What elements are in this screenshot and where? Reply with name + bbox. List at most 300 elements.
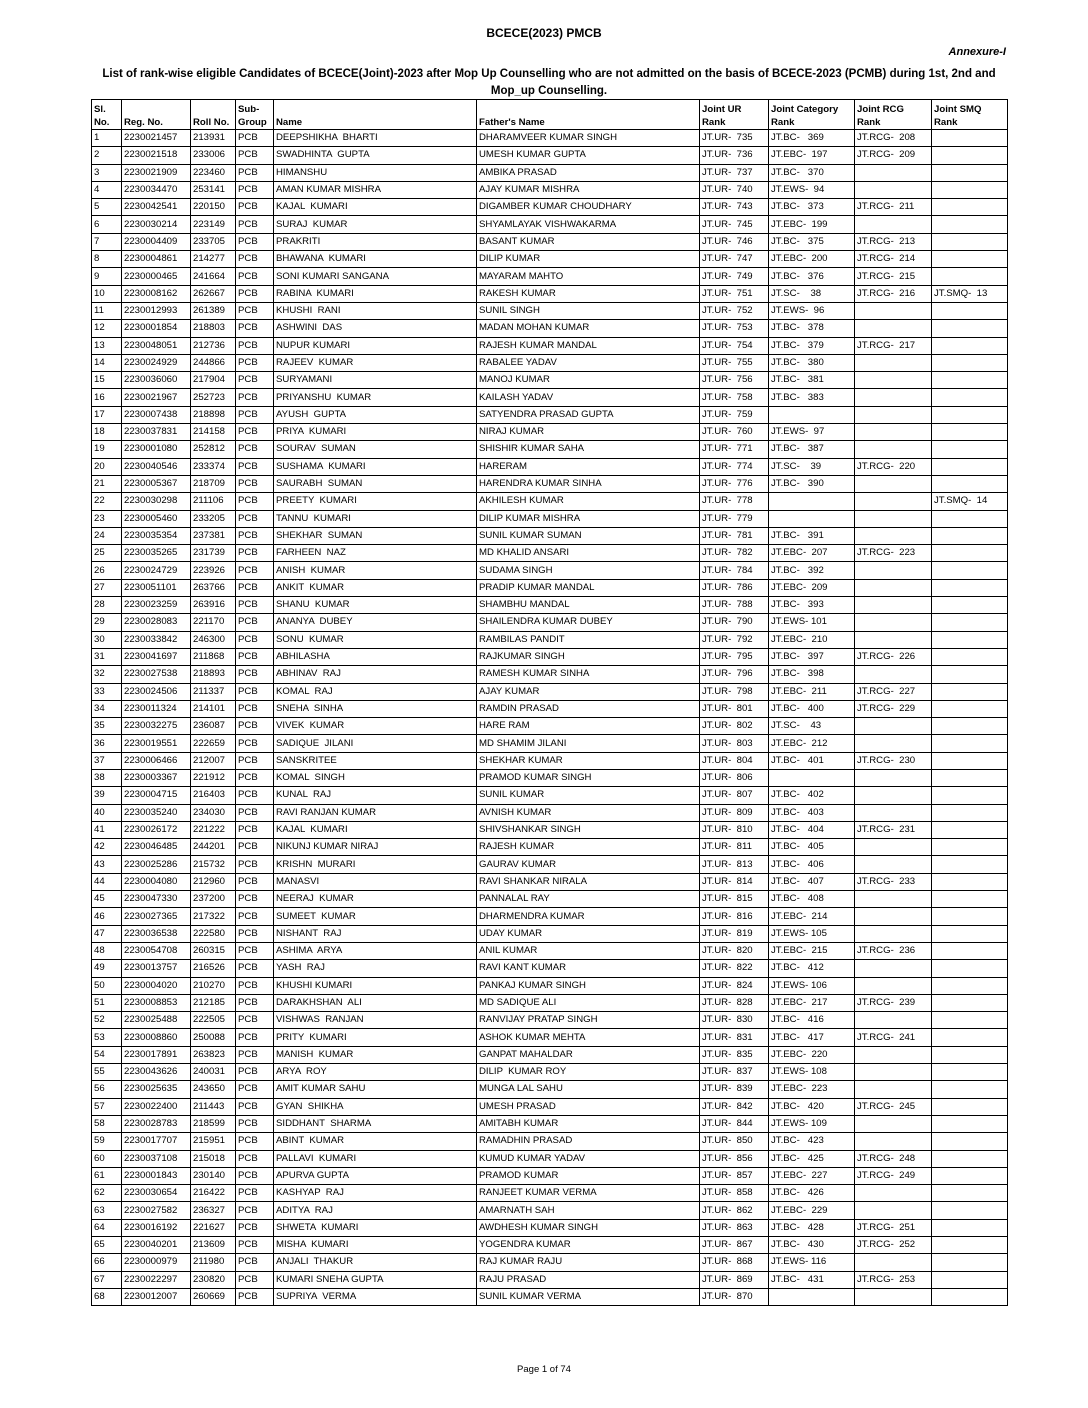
cell-sl: 1 <box>92 130 122 147</box>
cell-roll: 221170 <box>191 614 236 631</box>
cell-name: AMIT KUMAR SAHU <box>274 1081 477 1098</box>
cell-sl: 15 <box>92 372 122 389</box>
cell-reg: 2230012993 <box>122 302 191 319</box>
table-row <box>92 769 1008 786</box>
cell-father: PRADIP KUMAR MANDAL <box>477 579 700 596</box>
cell-sub: PCB <box>236 683 274 700</box>
cell-cat: JT.EBC- 214 <box>769 908 855 925</box>
cell-ur: JT.UR- 839 <box>700 1081 769 1098</box>
cell-ur: JT.UR- 743 <box>700 199 769 216</box>
cell-ur: JT.UR- 807 <box>700 787 769 804</box>
table-row <box>92 562 1008 579</box>
cell-father: AJAY KUMAR MISHRA <box>477 181 700 198</box>
cell-father: UMESH KUMAR GUPTA <box>477 147 700 164</box>
cell-cat: JT.EBC- 227 <box>769 1167 855 1184</box>
cell-reg: 2230054708 <box>122 942 191 959</box>
cell-name: KRISHN MURARI <box>274 856 477 873</box>
cell-father: PRAMOD KUMAR SINGH <box>477 769 700 786</box>
cell-ur: JT.UR- 740 <box>700 181 769 198</box>
cell-smq <box>932 510 1008 527</box>
cell-reg: 2230001080 <box>122 441 191 458</box>
cell-ur: JT.UR- 813 <box>700 856 769 873</box>
cell-cat: JT.EBC- 211 <box>769 683 855 700</box>
cell-smq: JT.SMQ- 13 <box>932 285 1008 302</box>
cell-rcg: JT.RCG- 226 <box>855 648 932 665</box>
cell-roll: 222659 <box>191 735 236 752</box>
cell-father: AJAY KUMAR <box>477 683 700 700</box>
cell-father: SUDAMA SINGH <box>477 562 700 579</box>
cell-smq <box>932 268 1008 285</box>
cell-sub: PCB <box>236 942 274 959</box>
table-row <box>92 787 1008 804</box>
cell-sub: PCB <box>236 804 274 821</box>
cell-rcg: JT.RCG- 215 <box>855 268 932 285</box>
cell-father: DHARMENDRA KUMAR <box>477 908 700 925</box>
cell-name: PRAKRITI <box>274 233 477 250</box>
cell-sub: PCB <box>236 839 274 856</box>
cell-smq <box>932 302 1008 319</box>
cell-sl: 52 <box>92 1012 122 1029</box>
cell-cat: JT.BC- 391 <box>769 527 855 544</box>
cell-roll: 215018 <box>191 1150 236 1167</box>
cell-father: AKHILESH KUMAR <box>477 493 700 510</box>
cell-cat: JT.BC- 387 <box>769 441 855 458</box>
cell-roll: 263766 <box>191 579 236 596</box>
table-row <box>92 1237 1008 1254</box>
cell-name: KAJAL KUMARI <box>274 821 477 838</box>
cell-father: SUNIL SINGH <box>477 302 700 319</box>
cell-roll: 216403 <box>191 787 236 804</box>
candidates-table <box>91 99 1008 1306</box>
cell-roll: 215732 <box>191 856 236 873</box>
cell-reg: 2230001843 <box>122 1167 191 1184</box>
cell-father: ANIL KUMAR <box>477 942 700 959</box>
cell-sub: PCB <box>236 1115 274 1132</box>
cell-sl: 33 <box>92 683 122 700</box>
cell-father: RANVIJAY PRATAP SINGH <box>477 1012 700 1029</box>
cell-rcg: JT.RCG- 213 <box>855 233 932 250</box>
cell-reg: 2230012007 <box>122 1288 191 1305</box>
cell-ur: JT.UR- 746 <box>700 233 769 250</box>
cell-sl: 27 <box>92 579 122 596</box>
cell-cat: JT.BC- 401 <box>769 752 855 769</box>
cell-roll: 218898 <box>191 406 236 423</box>
cell-cat: JT.BC- 400 <box>769 700 855 717</box>
cell-name: SONU KUMAR <box>274 631 477 648</box>
cell-smq <box>932 718 1008 735</box>
cell-roll: 211980 <box>191 1254 236 1271</box>
cell-reg: 2230037831 <box>122 424 191 441</box>
table-row <box>92 942 1008 959</box>
cell-reg: 2230040546 <box>122 458 191 475</box>
table-row <box>92 597 1008 614</box>
cell-father: AWDHESH KUMAR SINGH <box>477 1219 700 1236</box>
cell-rcg <box>855 493 932 510</box>
cell-name: SUSHAMA KUMARI <box>274 458 477 475</box>
cell-smq <box>932 147 1008 164</box>
cell-ur: JT.UR- 803 <box>700 735 769 752</box>
table-row <box>92 424 1008 441</box>
cell-roll: 212960 <box>191 873 236 890</box>
cell-reg: 2230046485 <box>122 839 191 856</box>
cell-sl: 45 <box>92 891 122 908</box>
cell-sl: 5 <box>92 199 122 216</box>
table-row <box>92 268 1008 285</box>
cell-sl: 43 <box>92 856 122 873</box>
cell-ur: JT.UR- 778 <box>700 493 769 510</box>
cell-ur: JT.UR- 776 <box>700 475 769 492</box>
cell-cat: JT.BC- 379 <box>769 337 855 354</box>
cell-roll: 217904 <box>191 372 236 389</box>
cell-smq <box>932 372 1008 389</box>
cell-sl: 8 <box>92 251 122 268</box>
cell-rcg <box>855 1185 932 1202</box>
cell-cat: JT.BC- 375 <box>769 233 855 250</box>
cell-ur: JT.UR- 747 <box>700 251 769 268</box>
cell-name: SIDDHANT SHARMA <box>274 1115 477 1132</box>
cell-father: SHISHIR KUMAR SAHA <box>477 441 700 458</box>
table-row <box>92 147 1008 164</box>
cell-sl: 2 <box>92 147 122 164</box>
cell-roll: 233705 <box>191 233 236 250</box>
cell-name: PRIYANSHU KUMAR <box>274 389 477 406</box>
cell-roll: 262667 <box>191 285 236 302</box>
column-header-name <box>274 100 477 130</box>
cell-rcg <box>855 891 932 908</box>
column-header-line2: Father's Name <box>479 117 545 128</box>
table-row <box>92 372 1008 389</box>
cell-roll: 261389 <box>191 302 236 319</box>
table-row <box>92 960 1008 977</box>
cell-sub: PCB <box>236 1081 274 1098</box>
cell-ur: JT.UR- 869 <box>700 1271 769 1288</box>
column-header-line1: Sl. <box>94 104 106 115</box>
cell-reg: 2230021457 <box>122 130 191 147</box>
cell-sl: 32 <box>92 666 122 683</box>
cell-father: DIGAMBER KUMAR CHOUDHARY <box>477 199 700 216</box>
cell-cat: JT.EWS- 97 <box>769 424 855 441</box>
cell-name: KHUSHI RANI <box>274 302 477 319</box>
cell-father: MADAN MOHAN KUMAR <box>477 320 700 337</box>
cell-father: MAYARAM MAHTO <box>477 268 700 285</box>
cell-rcg <box>855 908 932 925</box>
cell-sub: PCB <box>236 873 274 890</box>
cell-sub: PCB <box>236 164 274 181</box>
cell-name: RAJEEV KUMAR <box>274 354 477 371</box>
cell-sub: PCB <box>236 769 274 786</box>
cell-sub: PCB <box>236 891 274 908</box>
cell-rcg: JT.RCG- 209 <box>855 147 932 164</box>
cell-cat: JT.SC- 39 <box>769 458 855 475</box>
cell-father: YOGENDRA KUMAR <box>477 1237 700 1254</box>
cell-roll: 211868 <box>191 648 236 665</box>
column-header-line2: Reg. No. <box>124 117 163 128</box>
cell-ur: JT.UR- 751 <box>700 285 769 302</box>
cell-smq <box>932 908 1008 925</box>
cell-father: DILIP KUMAR MISHRA <box>477 510 700 527</box>
cell-father: SATYENDRA PRASAD GUPTA <box>477 406 700 423</box>
cell-sub: PCB <box>236 372 274 389</box>
cell-reg: 2230032275 <box>122 718 191 735</box>
cell-reg: 2230035354 <box>122 527 191 544</box>
cell-sub: PCB <box>236 1012 274 1029</box>
cell-cat: JT.BC- 430 <box>769 1237 855 1254</box>
cell-reg: 2230008853 <box>122 994 191 1011</box>
cell-rcg <box>855 579 932 596</box>
cell-cat: JT.EWS- 105 <box>769 925 855 942</box>
column-header-father <box>477 100 700 130</box>
table-row <box>92 1064 1008 1081</box>
cell-ur: JT.UR- 755 <box>700 354 769 371</box>
cell-rcg <box>855 614 932 631</box>
cell-ur: JT.UR- 809 <box>700 804 769 821</box>
cell-ur: JT.UR- 867 <box>700 1237 769 1254</box>
cell-ur: JT.UR- 820 <box>700 942 769 959</box>
cell-sl: 38 <box>92 769 122 786</box>
cell-cat: JT.BC- 369 <box>769 130 855 147</box>
cell-smq <box>932 1271 1008 1288</box>
cell-sub: PCB <box>236 666 274 683</box>
table-row <box>92 873 1008 890</box>
cell-sl: 66 <box>92 1254 122 1271</box>
cell-reg: 2230024929 <box>122 354 191 371</box>
cell-reg: 2230035265 <box>122 545 191 562</box>
cell-cat: JT.EBC- 229 <box>769 1202 855 1219</box>
column-header-line2: No. <box>94 117 110 128</box>
cell-sl: 6 <box>92 216 122 233</box>
cell-roll: 252723 <box>191 389 236 406</box>
table-row <box>92 752 1008 769</box>
column-header-line1: Joint SMQ <box>934 104 982 115</box>
cell-smq <box>932 1029 1008 1046</box>
cell-sl: 24 <box>92 527 122 544</box>
cell-name: VIVEK KUMAR <box>274 718 477 735</box>
cell-name: SWADHINTA GUPTA <box>274 147 477 164</box>
cell-cat: JT.EBC- 210 <box>769 631 855 648</box>
cell-father: SHEKHAR KUMAR <box>477 752 700 769</box>
cell-sl: 65 <box>92 1237 122 1254</box>
cell-name: PALLAVI KUMARI <box>274 1150 477 1167</box>
cell-ur: JT.UR- 806 <box>700 769 769 786</box>
cell-father: AVNISH KUMAR <box>477 804 700 821</box>
cell-sub: PCB <box>236 285 274 302</box>
cell-smq <box>932 821 1008 838</box>
cell-rcg: JT.RCG- 208 <box>855 130 932 147</box>
cell-roll: 218803 <box>191 320 236 337</box>
cell-smq <box>932 994 1008 1011</box>
table-row <box>92 527 1008 544</box>
cell-roll: 240031 <box>191 1064 236 1081</box>
cell-sub: PCB <box>236 1185 274 1202</box>
cell-cat: JT.BC- 420 <box>769 1098 855 1115</box>
cell-reg: 2230028083 <box>122 614 191 631</box>
cell-father: RAJKUMAR SINGH <box>477 648 700 665</box>
cell-ur: JT.UR- 810 <box>700 821 769 838</box>
cell-ur: JT.UR- 857 <box>700 1167 769 1184</box>
cell-smq <box>932 130 1008 147</box>
cell-cat: JT.SC- 43 <box>769 718 855 735</box>
cell-rcg <box>855 597 932 614</box>
cell-name: MANASVI <box>274 873 477 890</box>
table-row <box>92 1046 1008 1063</box>
cell-roll: 237200 <box>191 891 236 908</box>
cell-smq <box>932 977 1008 994</box>
cell-sub: PCB <box>236 1150 274 1167</box>
cell-name: MANISH KUMAR <box>274 1046 477 1063</box>
cell-roll: 237381 <box>191 527 236 544</box>
cell-cat: JT.BC- 390 <box>769 475 855 492</box>
cell-name: ANJALI THAKUR <box>274 1254 477 1271</box>
cell-father: RAJESH KUMAR <box>477 839 700 856</box>
cell-roll: 223149 <box>191 216 236 233</box>
cell-rcg <box>855 856 932 873</box>
cell-rcg <box>855 960 932 977</box>
cell-reg: 2230025286 <box>122 856 191 873</box>
cell-ur: JT.UR- 814 <box>700 873 769 890</box>
cell-smq <box>932 406 1008 423</box>
cell-ur: JT.UR- 754 <box>700 337 769 354</box>
cell-ur: JT.UR- 798 <box>700 683 769 700</box>
cell-ur: JT.UR- 790 <box>700 614 769 631</box>
cell-roll: 218599 <box>191 1115 236 1132</box>
cell-sub: PCB <box>236 977 274 994</box>
cell-rcg: JT.RCG- 236 <box>855 942 932 959</box>
cell-rcg <box>855 1081 932 1098</box>
table-header-row <box>92 100 1008 130</box>
column-header-line2: Rank <box>934 117 958 128</box>
cell-rcg <box>855 769 932 786</box>
cell-reg: 2230037108 <box>122 1150 191 1167</box>
cell-cat: JT.BC- 425 <box>769 1150 855 1167</box>
cell-father: KAILASH YADAV <box>477 389 700 406</box>
cell-smq <box>932 1064 1008 1081</box>
cell-sub: PCB <box>236 1046 274 1063</box>
cell-smq <box>932 389 1008 406</box>
cell-sl: 53 <box>92 1029 122 1046</box>
cell-sub: PCB <box>236 406 274 423</box>
table-row <box>92 1150 1008 1167</box>
cell-sub: PCB <box>236 1288 274 1305</box>
cell-sub: PCB <box>236 960 274 977</box>
column-header-rcg <box>855 100 932 130</box>
cell-ur: JT.UR- 842 <box>700 1098 769 1115</box>
cell-father: NIRAJ KUMAR <box>477 424 700 441</box>
cell-cat: JT.EWS- 106 <box>769 977 855 994</box>
cell-sl: 7 <box>92 233 122 250</box>
cell-rcg: JT.RCG- 231 <box>855 821 932 838</box>
cell-ur: JT.UR- 753 <box>700 320 769 337</box>
page-number: Page 1 of 74 <box>517 1364 571 1375</box>
cell-sub: PCB <box>236 752 274 769</box>
cell-name: RABINA KUMARI <box>274 285 477 302</box>
cell-sub: PCB <box>236 908 274 925</box>
cell-roll: 223926 <box>191 562 236 579</box>
cell-father: RAJESH KUMAR MANDAL <box>477 337 700 354</box>
cell-rcg <box>855 527 932 544</box>
cell-reg: 2230008860 <box>122 1029 191 1046</box>
column-header-line1: Joint RCG <box>857 104 904 115</box>
cell-name: KOMAL SINGH <box>274 769 477 786</box>
cell-roll: 216422 <box>191 1185 236 1202</box>
cell-sl: 13 <box>92 337 122 354</box>
cell-father: RAJ KUMAR RAJU <box>477 1254 700 1271</box>
cell-sl: 48 <box>92 942 122 959</box>
cell-sub: PCB <box>236 389 274 406</box>
cell-ur: JT.UR- 819 <box>700 925 769 942</box>
cell-sub: PCB <box>236 510 274 527</box>
cell-rcg <box>855 1046 932 1063</box>
cell-father: AMITABH KUMAR <box>477 1115 700 1132</box>
cell-name: SUMEET KUMAR <box>274 908 477 925</box>
cell-ur: JT.UR- 735 <box>700 130 769 147</box>
cell-name: TANNU KUMARI <box>274 510 477 527</box>
cell-cat: JT.BC- 376 <box>769 268 855 285</box>
cell-ur: JT.UR- 837 <box>700 1064 769 1081</box>
table-row <box>92 994 1008 1011</box>
cell-ur: JT.UR- 856 <box>700 1150 769 1167</box>
cell-ur: JT.UR- 811 <box>700 839 769 856</box>
cell-ur: JT.UR- 792 <box>700 631 769 648</box>
cell-sub: PCB <box>236 130 274 147</box>
table-row <box>92 406 1008 423</box>
table-row <box>92 493 1008 510</box>
cell-ur: JT.UR- 774 <box>700 458 769 475</box>
cell-sl: 21 <box>92 475 122 492</box>
cell-rcg <box>855 1254 932 1271</box>
cell-smq <box>932 527 1008 544</box>
cell-father: MD SADIQUE ALI <box>477 994 700 1011</box>
cell-cat: JT.EBC- 212 <box>769 735 855 752</box>
cell-rcg <box>855 718 932 735</box>
table-row <box>92 1167 1008 1184</box>
cell-ur: JT.UR- 795 <box>700 648 769 665</box>
cell-ur: JT.UR- 779 <box>700 510 769 527</box>
cell-cat: JT.BC- 406 <box>769 856 855 873</box>
cell-rcg <box>855 1133 932 1150</box>
cell-reg: 2230019551 <box>122 735 191 752</box>
cell-smq <box>932 1288 1008 1305</box>
column-header-line2: Rank <box>857 117 881 128</box>
cell-smq <box>932 683 1008 700</box>
column-header-line1: Joint UR <box>702 104 742 115</box>
cell-sl: 58 <box>92 1115 122 1132</box>
cell-reg: 2230004020 <box>122 977 191 994</box>
cell-sl: 40 <box>92 804 122 821</box>
cell-sub: PCB <box>236 1254 274 1271</box>
cell-reg: 2230034470 <box>122 181 191 198</box>
cell-roll: 214158 <box>191 424 236 441</box>
cell-smq <box>932 233 1008 250</box>
cell-roll: 214277 <box>191 251 236 268</box>
cell-reg: 2230011324 <box>122 700 191 717</box>
cell-sub: PCB <box>236 735 274 752</box>
cell-rcg <box>855 1115 932 1132</box>
cell-reg: 2230025488 <box>122 1012 191 1029</box>
cell-reg: 2230024506 <box>122 683 191 700</box>
cell-cat: JT.BC- 402 <box>769 787 855 804</box>
cell-cat: JT.BC- 380 <box>769 354 855 371</box>
cell-sub: PCB <box>236 320 274 337</box>
table-row <box>92 458 1008 475</box>
cell-cat: JT.BC- 383 <box>769 389 855 406</box>
table-row <box>92 1029 1008 1046</box>
cell-reg: 2230021518 <box>122 147 191 164</box>
cell-name: ANISH KUMAR <box>274 562 477 579</box>
table-row <box>92 804 1008 821</box>
cell-name: ANKIT KUMAR <box>274 579 477 596</box>
cell-cat: JT.BC- 397 <box>769 648 855 665</box>
cell-sub: PCB <box>236 994 274 1011</box>
